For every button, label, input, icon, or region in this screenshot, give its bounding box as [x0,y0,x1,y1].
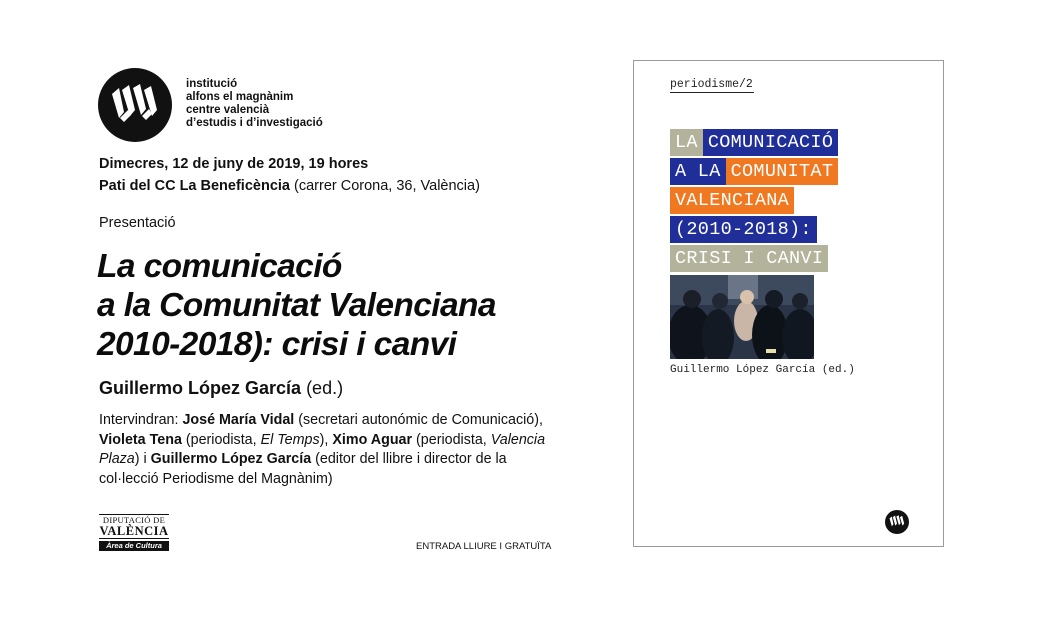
cover-title-segment: A LA [670,158,726,185]
book-title-line: La comunicació [97,248,342,285]
institution-line: institució [186,78,238,90]
book-cover [633,60,944,547]
cover-title-row [670,187,794,214]
event-venue [99,178,480,194]
institution-line: alfons el magnànim [186,91,294,103]
cover-series: periodisme/2 [670,78,753,91]
institution-line: d’estudis i d’investigació [186,117,323,129]
diputacio-line: DIPUTACIÓ DE [99,514,169,525]
editor-name: Guillermo López García [99,378,302,398]
diputacio-line: VALÈNCIA [99,524,169,538]
magnanim-logo-icon [885,510,909,534]
speaker-name: Violeta Tena [99,431,182,448]
cover-title-row [670,245,828,272]
diputacio-area: Àrea de Cultura [99,541,169,551]
book-title-line: 2010-2018): crisi i canvi [97,326,457,363]
admission-note: ENTRADA LLIURE I GRATUÏTA [416,541,552,552]
cover-title-segment: (2010-2018): [670,216,817,243]
magnanim-logo-icon [98,68,172,142]
book-editor [99,378,343,399]
speaker-role: (editor del llibre i director de la col·lecció Periodisme del Magnànim) [99,451,507,487]
speakers-paragraph [99,411,569,489]
event-date: Dimecres, 12 de juny de 2019, 19 hores [99,156,369,172]
speaker-name: Guillermo López García [150,451,312,467]
speaker-media: El Temps [260,431,320,448]
speakers-intro: Intervindran: [99,412,183,428]
cover-title-row [670,216,817,243]
diputacio-logo [99,514,169,551]
speaker-role: (periodista, [181,431,261,448]
speaker-name: Ximo Aguar [332,431,413,448]
cover-title-segment: COMUNITAT [726,158,839,185]
cover-title-segment: LA [670,129,703,156]
series-underline [670,92,754,93]
speaker-role: (secretari autonómic de Comunicació), [294,412,543,428]
book-title-line: a la Comunitat Valenciana [97,287,496,324]
cover-title-segment: CRISI I CANVI [670,245,828,272]
cover-title-row [670,129,838,156]
cover-title-segment: VALENCIANA [670,187,794,214]
editor-suffix: (ed.) [301,378,344,398]
cover-photo [670,275,814,359]
speaker-name: José María Vidal [182,412,295,428]
speaker-role: (periodista, [412,431,491,448]
cover-title-row [670,158,838,185]
book-title [97,247,496,364]
institution-name [186,78,323,130]
speaker-media: Valencia Plaza [99,431,546,467]
speaker-role: ), [319,431,333,448]
institution-line: centre valencià [186,104,270,116]
venue-address: (carrer Corona, 36, València) [289,178,480,194]
speaker-role: ) i [134,451,151,467]
cover-author: Guillermo López García (ed.) [670,364,855,376]
venue-name: Pati del CC La Beneficència [99,178,290,194]
event-type: Presentació [99,215,176,231]
cover-title-segment: COMUNICACIÓ [703,129,838,156]
